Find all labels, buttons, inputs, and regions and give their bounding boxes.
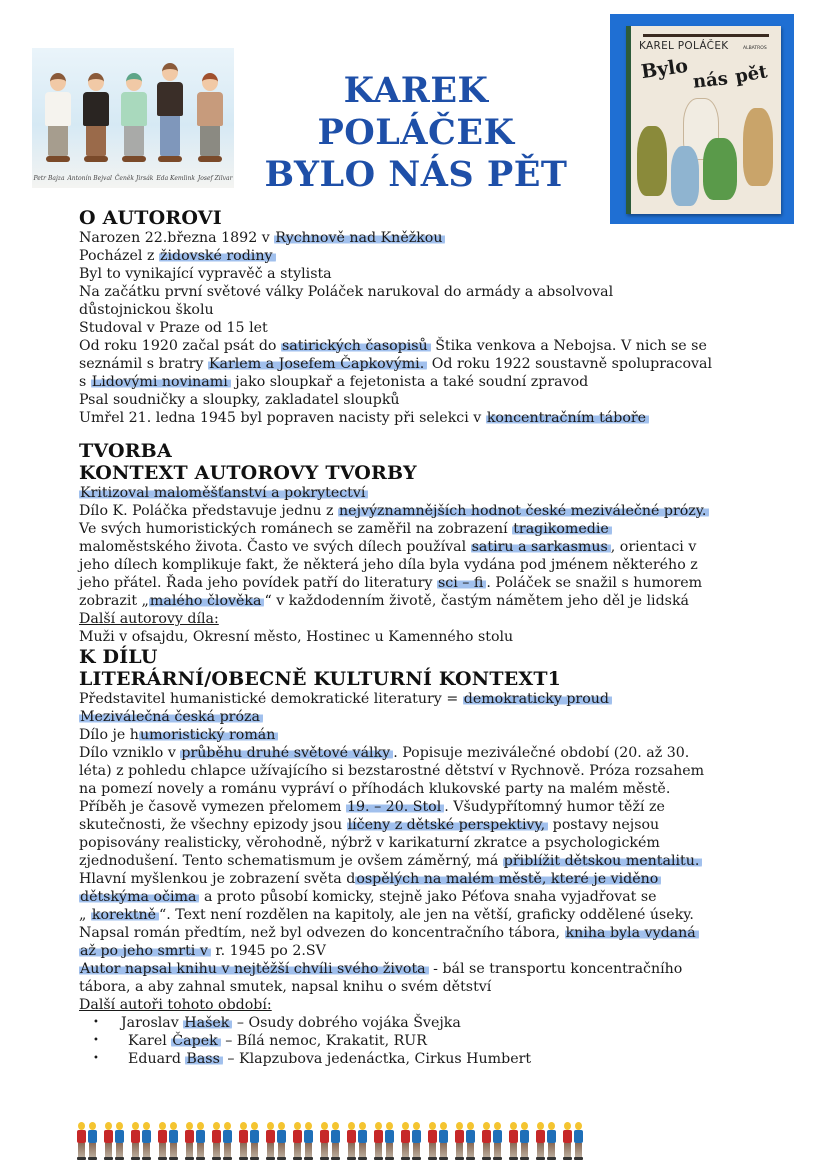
boy-figure	[156, 63, 184, 162]
highlight: Autor napsal knihu v nejtěžší chvíli svého života	[79, 961, 429, 977]
other-authors-list	[79, 1014, 779, 1068]
people-holding-hands-icon	[562, 1122, 583, 1162]
people-holding-hands-icon	[130, 1122, 151, 1162]
section-heading-o-autorovi: O AUTOROVI	[79, 207, 222, 229]
text-line: zobrazit „malého člověka “ v každodenním životě, častým námětem jeho děl je lidská	[79, 593, 690, 609]
list-item: • Eduard Bass – Klapzubova jedenáctka, Cirkus Humbert	[79, 1050, 779, 1068]
text-line: Napsal román předtím, než byl odvezen do koncentračního tábora, kniha byla vydaná	[79, 924, 779, 942]
boy-figure	[120, 73, 148, 162]
text-line	[79, 484, 779, 502]
document-body	[79, 207, 779, 1068]
cover-child-figure	[703, 138, 737, 200]
people-holding-hands-icon	[184, 1122, 205, 1162]
people-holding-hands-icon	[157, 1122, 178, 1162]
text-line: Dílo K. Poláčka představuje jednu z nejvýznamnějších hodnot české meziválečné prózy.	[79, 502, 779, 520]
page-title	[246, 70, 586, 196]
boy-captions	[32, 175, 234, 182]
text-line: „ korektně “. Text není rozdělen na kapitoly, ale jen na větší, graficky oddělené úseky.	[79, 907, 694, 923]
book-cover-image	[610, 14, 794, 224]
caption: Čeněk Jirsák	[114, 175, 154, 182]
o-autorovi-text	[79, 229, 779, 427]
highlight: židovské rodiny	[159, 248, 276, 264]
people-holding-hands-icon	[535, 1122, 556, 1162]
k-dilu-text	[79, 690, 779, 1068]
caption: Josef Zilvar	[197, 175, 233, 182]
highlight: Meziválečná česká próza	[79, 709, 263, 725]
cover-author: KAREL POLÁČEK	[639, 40, 729, 52]
caption: Petr Bajza	[33, 175, 65, 182]
text-line: Studoval v Praze od 15 let	[79, 320, 268, 336]
highlight: Bass	[185, 1051, 222, 1067]
people-holding-hands-icon	[292, 1122, 313, 1162]
people-holding-hands-icon	[427, 1122, 448, 1162]
other-authors-label: Další autoři tohoto období:	[79, 997, 272, 1013]
boy-figure	[82, 73, 110, 162]
cover-title-word: nás	[691, 68, 729, 93]
highlight: satirických časopisů	[281, 338, 431, 354]
text-line: Dílo je humoristický román	[79, 726, 779, 744]
text-line: Na začátku první světové války Poláček narukoval do armády a absolvoval	[79, 284, 614, 300]
highlight: korektně	[91, 907, 159, 923]
caption: Eda Kemlink	[156, 175, 195, 182]
list-item: • Jaroslav Hašek – Osudy dobrého vojáka Švejka	[79, 1014, 779, 1032]
other-works-label: Další autorovy díla:	[79, 611, 219, 627]
text-line: Umřel 21. ledna 1945 byl popraven nacisty při selekci v koncentračním táboře	[79, 409, 779, 427]
cover-title-word: pět	[733, 61, 769, 88]
text-line: Psal soudničky a sloupky, zakladatel sloupků	[79, 392, 400, 408]
text-line: tábora, a aby zahnal smutek, napsal knihu o svém dětství	[79, 979, 492, 995]
people-holding-hands-icon	[508, 1122, 529, 1162]
people-holding-hands-icon	[238, 1122, 259, 1162]
text-line: Autor napsal knihu v nejtěžší chvíli svého života - bál se transportu koncentračního	[80, 961, 683, 977]
text-line: na pomezí novely a románu vypráví o příhodách klukovské party na malém městě.	[79, 781, 671, 797]
text-line: Narozen 22.března 1892 v Rychnově nad Kněžkou	[79, 229, 779, 247]
cover-child-figure	[743, 108, 773, 186]
people-holding-hands-icon	[265, 1122, 286, 1162]
people-holding-hands-icon	[373, 1122, 394, 1162]
section-subheading-literarni-kontext: LITERÁRNÍ/OBECNĚ KULTURNÍ KONTEXT1	[79, 668, 562, 690]
cover-child-figure	[637, 126, 667, 196]
text-line: až po jeho smrti v r. 1945 po 2.SV	[80, 943, 326, 959]
text-line: Byl to vynikající vypravěč a stylista	[79, 266, 332, 282]
boy-figure	[44, 73, 72, 162]
tvorba-text	[79, 484, 779, 646]
text-line: seznámil s bratry Karlem a Josefem Čapkovými. Od roku 1922 soustavně spolupracoval	[79, 356, 712, 372]
cover-title-word: Bylo	[639, 54, 690, 84]
highlight: až po jeho smrti v	[79, 943, 211, 959]
text-line	[79, 708, 779, 726]
highlight: Lidovými novinami	[91, 374, 231, 390]
section-heading-k-dilu: K DÍLU	[79, 646, 158, 668]
title-line-book: BYLO NÁS PĚT	[264, 154, 568, 195]
highlight: Karlem a Josefem Čapkovými.	[208, 356, 427, 372]
highlight: dětskýma očima	[79, 889, 199, 905]
book-jacket	[626, 26, 781, 214]
people-holding-hands-decoration	[76, 1122, 776, 1162]
highlight: Čapek	[171, 1033, 220, 1049]
highlight: kniha byla vydaná	[565, 925, 699, 941]
text-line: Dílo vzniklo v průběhu druhé světové války . Popisuje meziválečné období (20. až 30.	[79, 745, 690, 761]
text-line: jeho přátel. Řada jeho povídek patří do literatury sci – fi . Poláček se snažil s humorem	[79, 575, 703, 591]
text-line: s Lidovými novinami jako sloupkař a fejetonista a také soudní zpravod	[79, 374, 589, 390]
cover-publisher: ALBATROS	[743, 46, 767, 51]
text-line: jeho dílech komplikuje fakt, že některá jeho díla byla vydána pod jménem některého z	[79, 557, 698, 573]
text-line: Hlavní myšlenkou je zobrazení světa dospělých na malém městě, které je viděno	[79, 870, 779, 888]
text-line: maloměstského života. Často ve svých dílech používal satiru a sarkasmus , orientaci v	[79, 539, 697, 555]
highlight: průběhu druhé světové války	[180, 745, 393, 761]
cover-child-figure	[671, 146, 699, 206]
highlight: umoristický román	[139, 727, 278, 743]
text-line: popisovány realisticky, věrohodně, nýbrž v karikaturní zkratce a psychologickém	[79, 835, 660, 851]
text-line: Od roku 1920 začal psát do satirických časopisů Štika venkova a Nebojsa. V nich se se	[79, 338, 707, 354]
text-line: Příběh je časově vymezen přelomem 19. – 20. Stol . Všudypřítomný humor těží ze	[79, 799, 665, 815]
highlight: 19. – 20. Stol	[346, 799, 444, 815]
text-line: Ve svých humoristických románech se zaměřil na zobrazení tragikomedie	[79, 520, 779, 538]
highlight: Rychnově nad Kněžkou	[274, 230, 445, 246]
section-subheading-kontext: KONTEXT AUTOROVY TVORBY	[79, 462, 417, 484]
list-item: • Karel Čapek – Bílá nemoc, Krakatit, RUR	[79, 1032, 779, 1050]
highlight: demokraticky proud	[463, 691, 612, 707]
highlight: přiblížit dětskou mentalitu.	[503, 853, 703, 869]
text-line: skutečnosti, že všechny epizody jsou líčeny z dětské perspektivy, postavy nejsou	[79, 817, 660, 833]
highlight: nejvýznamnějších hodnot české meziválečné prózy.	[338, 503, 709, 519]
boy-figure	[196, 73, 224, 162]
people-holding-hands-icon	[103, 1122, 124, 1162]
highlight: malého člověka	[149, 593, 265, 609]
text-line: zjednodušení. Tento schematismum je ovšem záměrný, má přiblížit dětskou mentalitu.	[79, 852, 779, 870]
five-boys-illustration	[32, 48, 234, 188]
people-holding-hands-icon	[319, 1122, 340, 1162]
section-heading-tvorba: TVORBA	[79, 440, 172, 462]
highlight: ospělých na malém městě, které je viděno	[355, 871, 661, 887]
text-line: dětskýma očima a proto působí komicky, stejně jako Péťova snaha vyjadřovat se	[80, 889, 657, 905]
people-holding-hands-icon	[481, 1122, 502, 1162]
people-holding-hands-icon	[454, 1122, 475, 1162]
highlight: Hašek	[183, 1015, 232, 1031]
other-works-list: Muži v ofsajdu, Okresní město, Hostinec u Kamenného stolu	[79, 629, 514, 645]
caption: Antonín Bejval	[67, 175, 112, 182]
people-holding-hands-icon	[346, 1122, 367, 1162]
highlight: tragikomedie	[512, 521, 612, 537]
people-holding-hands-icon	[76, 1122, 97, 1162]
text-line: důstojnickou školu	[79, 302, 214, 318]
text-line: Představitel humanistické demokratické literatury = demokraticky proud	[79, 690, 779, 708]
highlight: Kritizoval maloměšťanství a pokrytectví	[79, 485, 368, 501]
highlight: koncentračním táboře	[486, 410, 649, 426]
people-holding-hands-icon	[211, 1122, 232, 1162]
highlight: líčeny z dětské perspektivy,	[347, 817, 549, 833]
text-line: Pocházel z židovské rodiny	[79, 247, 779, 265]
text-line: léta) z pohledu chlapce užívajícího si bezstarostné dětství v Rychnově. Próza rozsahem	[79, 763, 705, 779]
highlight: sci – fi	[437, 575, 486, 591]
title-line-author: KAREK POLÁČEK	[317, 70, 515, 153]
highlight: satiru a sarkasmus	[471, 539, 611, 555]
people-holding-hands-icon	[400, 1122, 421, 1162]
